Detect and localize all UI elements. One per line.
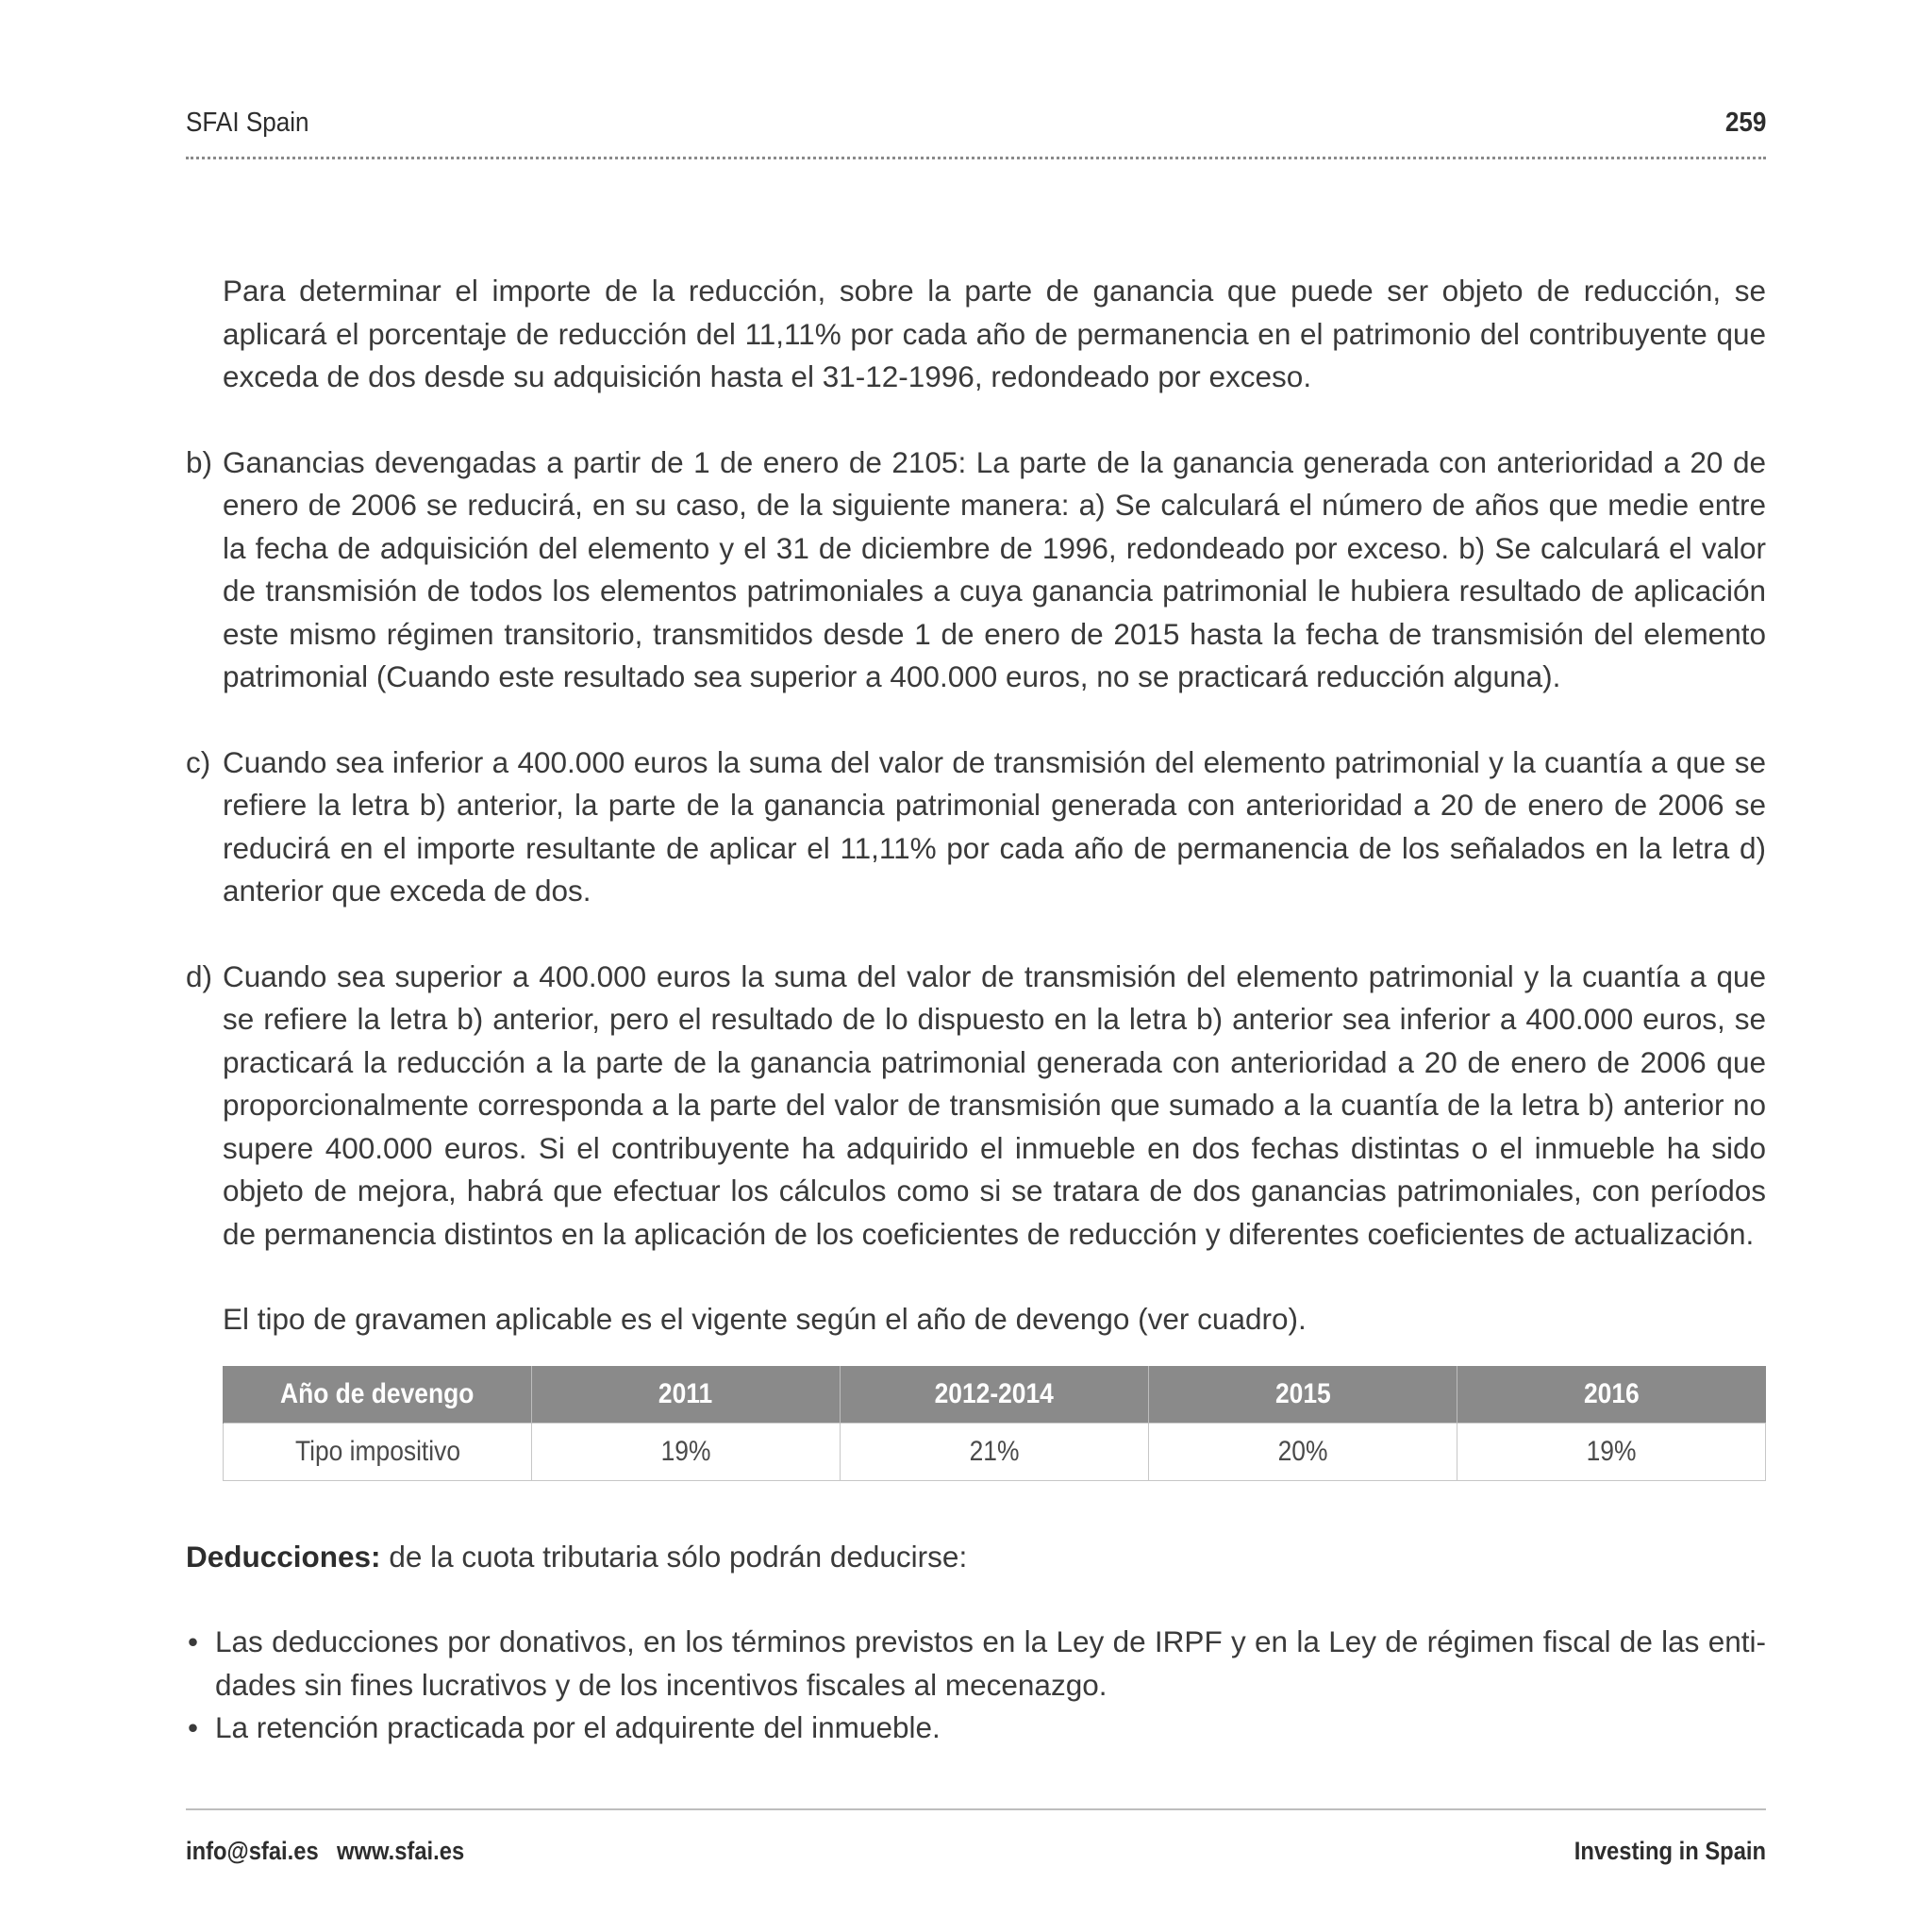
table-header-row bbox=[224, 1366, 1766, 1424]
intro-paragraph: Para determinar el importe de la reducción, sobre la parte de ganancia que puede ser objeto de reducción, se aplicará el porcentaje de reducción del 11,11% por cada año de permanencia en el patrimonio del contribuyente que exceda de dos desde su adquisición hasta el 31-12-1996, redondeado por exceso. bbox=[223, 274, 1766, 393]
table-row bbox=[224, 1423, 1766, 1480]
list-item-b bbox=[186, 441, 1766, 699]
list-item bbox=[186, 1621, 1766, 1707]
table-header-cell: 2012-2014 bbox=[841, 1366, 1149, 1424]
footer-contact bbox=[186, 1837, 464, 1866]
list-item-d bbox=[186, 956, 1766, 1257]
bullet-text: Las deducciones por donativos, en los términos previstos en la Ley de IRPF y en la Ley de régimen fiscal de las entidades sin fines lucrativos y de los incentivos fiscales al mecenazgo. bbox=[215, 1624, 1766, 1702]
table-cell: Tipo impositivo bbox=[224, 1423, 532, 1480]
deducciones-text: de la cuota tributaria sólo podrán deducirse: bbox=[380, 1539, 968, 1574]
table-header-cell: 2011 bbox=[532, 1366, 841, 1424]
table-cell: 20% bbox=[1149, 1423, 1457, 1480]
footer-divider bbox=[186, 1808, 1766, 1810]
table-header-cell: Año de devengo bbox=[224, 1366, 532, 1424]
table-cell: 19% bbox=[1457, 1423, 1766, 1480]
footer-email-link[interactable]: info@sfai.es bbox=[186, 1837, 319, 1865]
item-marker: b) bbox=[186, 444, 213, 479]
table-header-cell: 2016 bbox=[1457, 1366, 1766, 1424]
header-dotted-divider bbox=[186, 157, 1766, 159]
footer-website-link[interactable]: www.sfai.es bbox=[337, 1837, 465, 1865]
item-text: Cuando sea inferior a 400.000 euros la suma del valor de transmisión del elemento patrimonial y la cuantía a que se refiere la letra b) anterior, la parte de la ganancia patrimonial generada con anterioridad a 20 de enero de 2006 se reducirá en el importe resultante de aplicar el 11,11% por cada año de permanencia de los señalados en la letra d) anterior que exceda de dos. bbox=[223, 744, 1766, 908]
item-text: Cuando sea superior a 400.000 euros la suma del valor de transmisión del elemento patrimonial y la cuantía a que se refiere la letra b) anterior, pero el resultado de lo dispuesto en la letra b) anterior sea inferior a 400.000 euros, se practicará la reducción a la parte de la ganancia patrimonial generada con anterioridad a 20 de enero de 2006 que proporcionalmente corresponda a la parte del valor de transmisión que sumado a la cuantía de la letra b) anterior no supere 400.000 euros. Si el contribuyente ha adquirido el inmueble en dos fechas distintas o el inmueble ha sido objeto de mejora, habrá que efectuar los cálculos como si se tratara de dos ganancias patrimoniales, con períodos de permanencia distintos en la aplicación de los coeficientes de reducción y diferentes coeficientes de actualización. bbox=[223, 958, 1766, 1251]
bullet-icon: • bbox=[188, 1710, 199, 1744]
tax-rate-note: El tipo de gravamen aplicable es el vigente según el año de devengo (ver cuadro). bbox=[223, 1302, 1307, 1336]
footer-title: Investing in Spain bbox=[1574, 1837, 1766, 1865]
list-item-c bbox=[186, 741, 1766, 913]
deducciones-label: Deducciones: bbox=[186, 1539, 381, 1574]
item-text: Ganancias devengadas a partir de 1 de enero de 2105: La parte de la ganancia generada con anterioridad a 20 de enero de 2006 se reducirá, en su caso, de la siguiente manera: a) Se calculará el número de años que medie entre la fecha de adquisición del elemento y el 31 de diciembre de 1996, redondeado por exceso. b) Se calculará el valor de transmisión de todos los elementos patrimoniales a cuya ganancia patrimonial le hubiera resultado de aplicación este mismo régimen transitorio, transmitidos desde 1 de enero de 2015 hasta la fecha de transmisión del elemento patrimonial (Cuando este resultado sea superior a 400.000 euros, no se practicará reducción alguna). bbox=[223, 444, 1766, 693]
deducciones-heading bbox=[186, 1536, 1766, 1579]
table-cell: 19% bbox=[532, 1423, 841, 1480]
bullet-text: La retención practicada por el adquirente del inmueble. bbox=[215, 1710, 941, 1744]
page-body bbox=[186, 270, 1766, 1750]
tax-rate-table bbox=[223, 1366, 1766, 1481]
list-item bbox=[186, 1707, 1766, 1750]
table-cell: 21% bbox=[841, 1423, 1149, 1480]
deducciones-list bbox=[186, 1621, 1766, 1750]
page-header bbox=[186, 108, 1766, 145]
header-title: SFAI Spain bbox=[186, 108, 309, 138]
bullet-icon: • bbox=[188, 1624, 199, 1658]
page-number: 259 bbox=[1724, 108, 1766, 138]
table-header-cell: 2015 bbox=[1149, 1366, 1457, 1424]
item-marker: d) bbox=[186, 958, 213, 993]
item-marker: c) bbox=[186, 744, 211, 779]
